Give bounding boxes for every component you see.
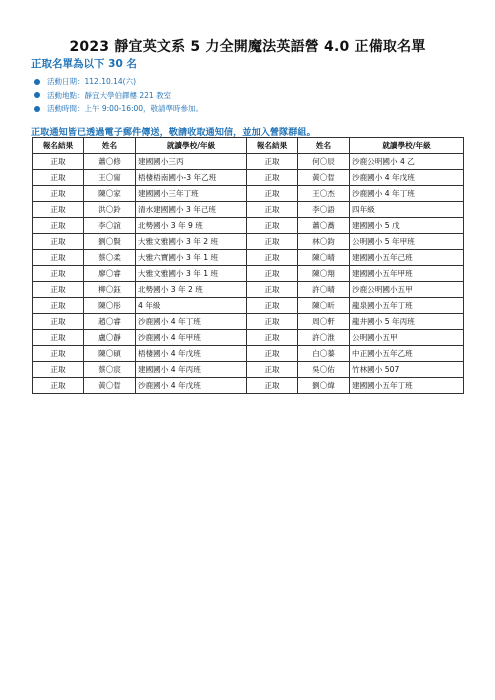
student-name-cell: 盧〇靜 (84, 330, 136, 346)
event-location-text: 活動地點：靜宜大學伯鐸樓 221 教室 (47, 90, 172, 100)
result-cell: 正取 (247, 330, 298, 346)
result-cell: 正取 (247, 362, 298, 378)
result-cell: 正取 (247, 154, 298, 170)
student-name-cell: 蔡〇宸 (84, 362, 136, 378)
student-name-cell: 黃〇晢 (84, 378, 136, 394)
table-row (33, 154, 464, 170)
school-grade-cell: 龍泉國小五年丁班 (350, 298, 464, 314)
result-cell: 正取 (33, 186, 84, 202)
result-cell: 正取 (247, 266, 298, 282)
school-grade-cell: 建國國小三丙 (136, 154, 247, 170)
student-name-cell: 陳〇翔 (298, 266, 350, 282)
result-cell: 正取 (247, 186, 298, 202)
school-grade-cell: 龍井國小 5 年丙班 (350, 314, 464, 330)
table-row (33, 282, 464, 298)
result-cell: 正取 (247, 282, 298, 298)
header-name: 姓名 (84, 138, 136, 154)
result-cell: 正取 (33, 330, 84, 346)
student-name-cell: 陳〇昕 (298, 298, 350, 314)
result-cell: 正取 (247, 234, 298, 250)
student-name-cell: 柳〇鈺 (84, 282, 136, 298)
table-row (33, 202, 464, 218)
table-header-row (33, 138, 464, 154)
school-grade-cell: 清水建國國小 3 年己班 (136, 202, 247, 218)
table-row (33, 234, 464, 250)
student-name-cell: 李〇語 (298, 202, 350, 218)
result-cell: 正取 (247, 202, 298, 218)
result-cell: 正取 (247, 346, 298, 362)
page-title: 2023 靜宜英文系 5 力全開魔法英語營 4.0 正備取名單 (69, 39, 426, 55)
bullet-dot-icon (34, 79, 40, 85)
student-name-cell: 黃〇晢 (298, 170, 350, 186)
table-row (33, 186, 464, 202)
school-grade-cell: 公明國小五甲 (350, 330, 464, 346)
result-cell: 正取 (247, 378, 298, 394)
student-name-cell: 許〇淮 (298, 330, 350, 346)
school-grade-cell: 沙鹿國小 4 年戊班 (350, 170, 464, 186)
school-grade-cell: 竹林國小 507 (350, 362, 464, 378)
student-name-cell: 蔡〇柔 (84, 250, 136, 266)
student-name-cell: 陳〇晴 (298, 250, 350, 266)
student-name-cell: 廖〇睿 (84, 266, 136, 282)
bullet-dot-icon (34, 106, 40, 112)
table-row (33, 170, 464, 186)
header-name: 姓名 (298, 138, 350, 154)
school-grade-cell: 建國國小 4 年丙班 (136, 362, 247, 378)
school-grade-cell: 建國國小五年丁班 (350, 378, 464, 394)
school-grade-cell: 四年級 (350, 202, 464, 218)
result-cell: 正取 (247, 170, 298, 186)
student-name-cell: 蕭〇蕎 (298, 218, 350, 234)
student-name-cell: 吳〇佑 (298, 362, 350, 378)
school-grade-cell: 大雅六寶國小 3 年 1 班 (136, 250, 247, 266)
student-name-cell: 許〇晴 (298, 282, 350, 298)
school-grade-cell: 中正國小五年乙班 (350, 346, 464, 362)
email-notice: 正取通知皆已透過電子郵件傳送，敬請收取通知信，並加入營隊群組。 (31, 127, 316, 138)
school-grade-cell: 沙鹿公明國小五甲 (350, 282, 464, 298)
result-cell: 正取 (33, 362, 84, 378)
result-cell: 正取 (33, 266, 84, 282)
event-time-item (34, 102, 203, 116)
table-row (33, 218, 464, 234)
event-location-item (34, 89, 203, 103)
school-grade-cell: 公明國小 5 年甲班 (350, 234, 464, 250)
school-grade-cell: 大雅文雅國小 3 年 2 班 (136, 234, 247, 250)
school-grade-cell: 建國國小 5 戊 (350, 218, 464, 234)
student-name-cell: 陳〇碩 (84, 346, 136, 362)
student-name-cell: 劉〇賢 (84, 234, 136, 250)
school-grade-cell: 沙鹿國小 4 年丁班 (350, 186, 464, 202)
result-cell: 正取 (247, 250, 298, 266)
bullet-dot-icon (34, 92, 40, 98)
table-row (33, 362, 464, 378)
result-cell: 正取 (33, 202, 84, 218)
event-date-text: 活動日期：112.10.14(六) (47, 77, 137, 86)
school-grade-cell: 沙鹿國小 4 年甲班 (136, 330, 247, 346)
admission-subtitle: 正取名單為以下 30 名 (31, 58, 137, 70)
student-name-cell: 李〇誼 (84, 218, 136, 234)
table-row (33, 298, 464, 314)
result-cell: 正取 (33, 218, 84, 234)
result-cell: 正取 (33, 314, 84, 330)
event-time-text: 活動時間：上午 9:00-16:00，敬請準時參加。 (47, 104, 204, 113)
school-grade-cell: 4 年級 (136, 298, 247, 314)
student-name-cell: 陳〇家 (84, 186, 136, 202)
table-row (33, 266, 464, 282)
school-grade-cell: 建國國小五年己班 (350, 250, 464, 266)
header-result: 報名結果 (33, 138, 84, 154)
student-name-cell: 王〇甯 (84, 170, 136, 186)
student-name-cell: 趙〇睿 (84, 314, 136, 330)
result-cell: 正取 (33, 282, 84, 298)
student-name-cell: 洪〇鈴 (84, 202, 136, 218)
school-grade-cell: 大雅文雅國小 3 年 1 班 (136, 266, 247, 282)
school-grade-cell: 建國國小五年甲班 (350, 266, 464, 282)
header-result: 報名結果 (247, 138, 298, 154)
school-grade-cell: 梧棲國小 4 年戊班 (136, 346, 247, 362)
table-row (33, 346, 464, 362)
admission-table (32, 137, 464, 394)
school-grade-cell: 北勢國小 3 年 2 班 (136, 282, 247, 298)
student-name-cell: 何〇辰 (298, 154, 350, 170)
header-school: 就讀學校/年級 (136, 138, 247, 154)
table-row (33, 378, 464, 394)
result-cell: 正取 (33, 346, 84, 362)
student-name-cell: 林〇鈞 (298, 234, 350, 250)
table-row (33, 314, 464, 330)
school-grade-cell: 梧棲梧南國小-3 年乙班 (136, 170, 247, 186)
student-name-cell: 陳〇彤 (84, 298, 136, 314)
school-grade-cell: 北勢國小 3 年 9 班 (136, 218, 247, 234)
result-cell: 正取 (33, 154, 84, 170)
result-cell: 正取 (33, 170, 84, 186)
result-cell: 正取 (247, 218, 298, 234)
event-date-item (34, 75, 203, 89)
student-name-cell: 劉〇煒 (298, 378, 350, 394)
result-cell: 正取 (33, 378, 84, 394)
school-grade-cell: 建國國小三年丁班 (136, 186, 247, 202)
header-school: 就讀學校/年級 (350, 138, 464, 154)
student-name-cell: 王〇杰 (298, 186, 350, 202)
table-row (33, 250, 464, 266)
school-grade-cell: 沙鹿國小 4 年戊班 (136, 378, 247, 394)
result-cell: 正取 (33, 298, 84, 314)
student-name-cell: 周〇軒 (298, 314, 350, 330)
event-info-list (34, 75, 203, 116)
result-cell: 正取 (33, 250, 84, 266)
student-name-cell: 白〇蓁 (298, 346, 350, 362)
table-row (33, 330, 464, 346)
school-grade-cell: 沙鹿公明國小 4 乙 (350, 154, 464, 170)
student-name-cell: 蕭〇修 (84, 154, 136, 170)
school-grade-cell: 沙鹿國小 4 年丁班 (136, 314, 247, 330)
result-cell: 正取 (247, 298, 298, 314)
result-cell: 正取 (33, 234, 84, 250)
result-cell: 正取 (247, 314, 298, 330)
